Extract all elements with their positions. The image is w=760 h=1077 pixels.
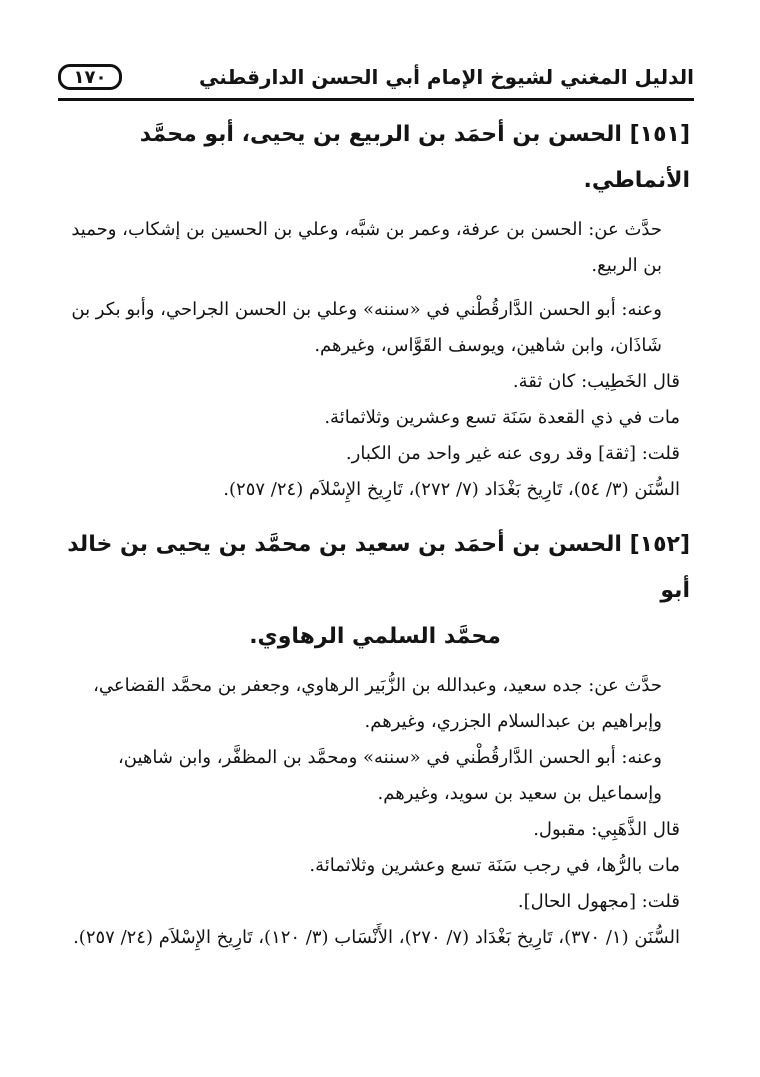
entry-paragraph: وعنه: أبو الحسن الدَّارقُطْني في «سننه» وعلي بن الحسن الجراحي، وأبو بكر بن شَاذَان، وابن شاهين، ويوسف القَوَّاس، وغيرهم. [71,299,662,356]
entry-152 [60,522,690,956]
entry-sources: السُّنَن (٣/ ٥٤)، تَارِيخ بَغْدَاد (٧/ ٢٧٢)، تَارِيخ الإِسْلاَم (٢٤/ ٢٥٧). [223,479,680,500]
entry-paragraph: مات في ذي القعدة سَنَة تسع وعشرين وثلاثمائة. [324,407,680,428]
entry-paragraph: قلت: [ثقة] وقد روى عنه غير واحد من الكبار. [345,443,680,464]
running-title: الدليل المغني لشيوخ الإمام أبي الحسن الدارقطني [199,65,694,89]
entry-paragraph: قال الخَطِيب: كان ثقة. [512,371,680,392]
entry-151 [60,112,690,508]
entry-title: [١٥١] الحسن بن أحمَد بن الربيع بن يحيى، أبو محمَّد الأنماطي. [139,122,690,193]
entry-title: [١٥٢] الحسن بن أحمَد بن سعيد بن محمَّد بن يحيى بن خالد أبو [67,532,690,603]
entry-paragraph: حدَّث عن: الحسن بن عرفة، وعمر بن شبَّه، وعلي بن الحسين بن إشكاب، وحميد بن الربيع. [71,219,662,276]
entry-paragraph: قلت: [مجهول الحال]. [517,891,680,912]
page-body [60,112,690,956]
entry-title-continued: محمَّد السلمي الرهاوي. [249,624,501,649]
page-header [58,62,694,101]
entry-paragraph: مات بالرُّها، في رجب سَنَة تسع وعشرين وثلاثمائة. [309,855,680,876]
entry-paragraph: وعنه: أبو الحسن الدَّارقُطْني في «سننه» ومحمَّد بن المظفَّر، وابن شاهين، وإسماعيل بن سعيد بن سويد، وغيرهم. [117,747,662,804]
page-number: ١٧٠ [58,64,122,90]
entry-sources: السُّنَن (١/ ٣٧٠)، تَارِيخ بَغْدَاد (٧/ ٢٧٠)، الأَنْسَاب (٣/ ١٢٠)، تَارِيخ الإِسْلاَم (٢٤/ ٢٥٧). [73,927,680,948]
entry-paragraph: قال الذَّهَبِي: مقبول. [533,819,680,840]
entry-paragraph: حدَّث عن: جده سعيد، وعبدالله بن الزُّبَير الرهاوي، وجعفر بن محمَّد القضاعي، وإبراهيم بن عبدالسلام الجزري، وغيرهم. [93,675,662,732]
